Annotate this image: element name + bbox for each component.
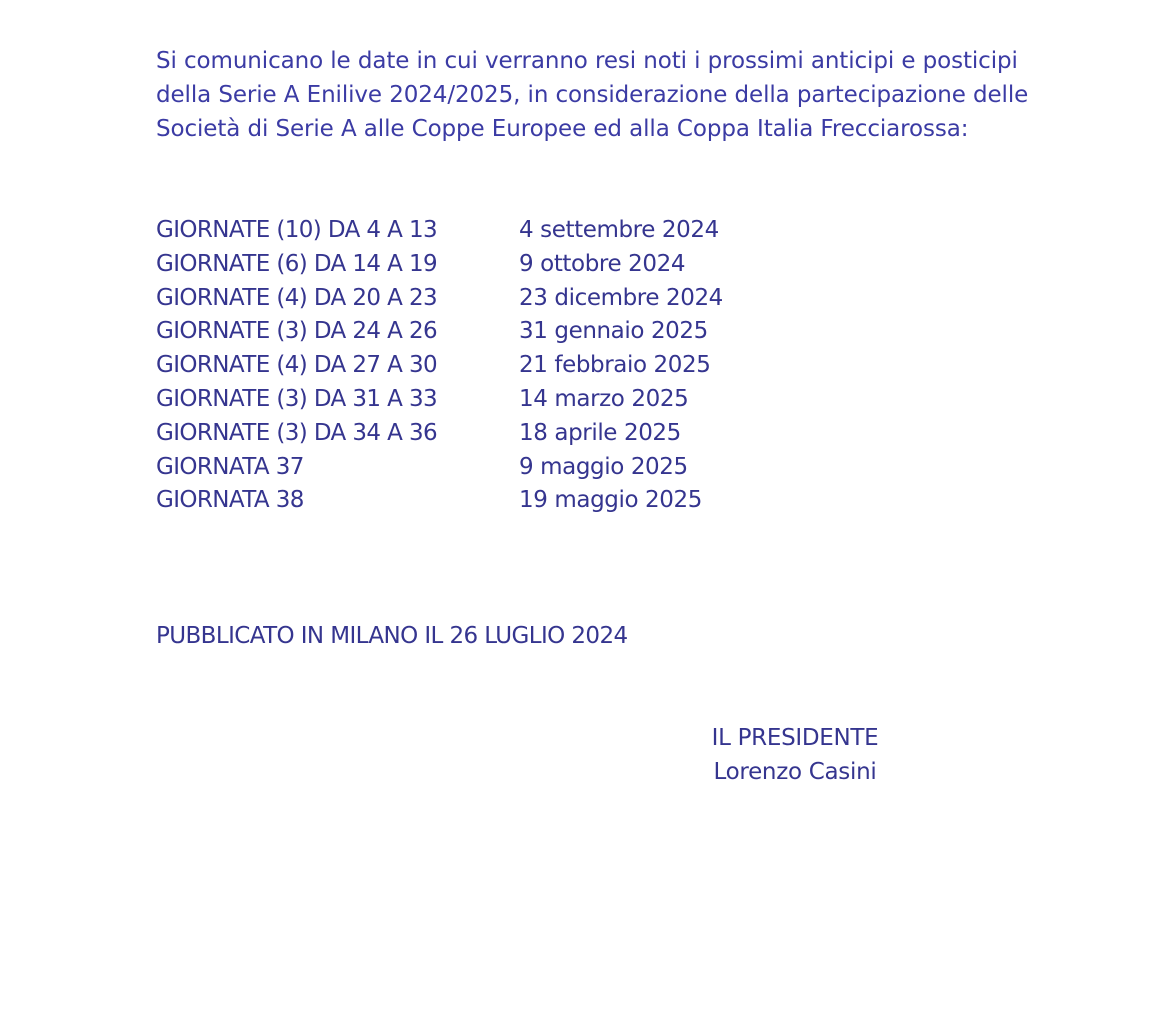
schedule-round-label: GIORNATE (3) DA 24 A 26	[156, 318, 438, 345]
intro-line: Società di Serie A alle Coppe Europee ed alla Coppa Italia Frecciarossa:	[156, 116, 969, 142]
schedule-date: 19 maggio 2025	[519, 487, 702, 514]
schedule-date: 31 gennaio 2025	[519, 318, 708, 345]
intro-line: Si comunicano le date in cui verranno resi noti i prossimi anticipi e posticipi	[156, 48, 1018, 74]
schedule-date: 9 maggio 2025	[519, 453, 688, 480]
schedule-date: 18 aprile 2025	[519, 419, 681, 446]
signature-name: Lorenzo Casini	[713, 759, 877, 785]
schedule-date: 4 settembre 2024	[519, 217, 719, 243]
schedule-row	[156, 315, 856, 349]
schedule-round-label: GIORNATE (3) DA 31 A 33	[156, 385, 438, 412]
schedule-round-label: GIORNATE (6) DA 14 A 19	[156, 250, 438, 277]
schedule-round-label: GIORNATE (4) DA 27 A 30	[156, 352, 438, 379]
schedule-row	[156, 214, 856, 248]
schedule-round-label: GIORNATE (10) DA 4 A 13	[156, 217, 438, 243]
schedule-list	[156, 214, 856, 518]
schedule-row	[156, 248, 856, 282]
schedule-round-label: GIORNATE (4) DA 20 A 23	[156, 284, 438, 311]
schedule-round-label: GIORNATE (3) DA 34 A 36	[156, 419, 438, 446]
intro-paragraph	[156, 44, 1116, 146]
schedule-date: 14 marzo 2025	[519, 385, 689, 412]
schedule-row	[156, 349, 856, 383]
schedule-row	[156, 417, 856, 451]
publication-note: PUBBLICATO IN MILANO IL 26 LUGLIO 2024	[156, 623, 628, 649]
schedule-row	[156, 451, 856, 485]
schedule-date: 21 febbraio 2025	[519, 352, 711, 379]
signature-block	[620, 721, 970, 789]
schedule-round-label: GIORNATA 37	[156, 453, 304, 480]
signature-title: IL PRESIDENTE	[711, 725, 879, 751]
schedule-date: 9 ottobre 2024	[519, 250, 686, 277]
intro-line: della Serie A Enilive 2024/2025, in considerazione della partecipazione delle	[156, 82, 1029, 108]
schedule-round-label: GIORNATA 38	[156, 487, 304, 514]
schedule-date: 23 dicembre 2024	[519, 284, 723, 311]
schedule-row	[156, 484, 856, 518]
schedule-row	[156, 282, 856, 316]
schedule-row	[156, 383, 856, 417]
